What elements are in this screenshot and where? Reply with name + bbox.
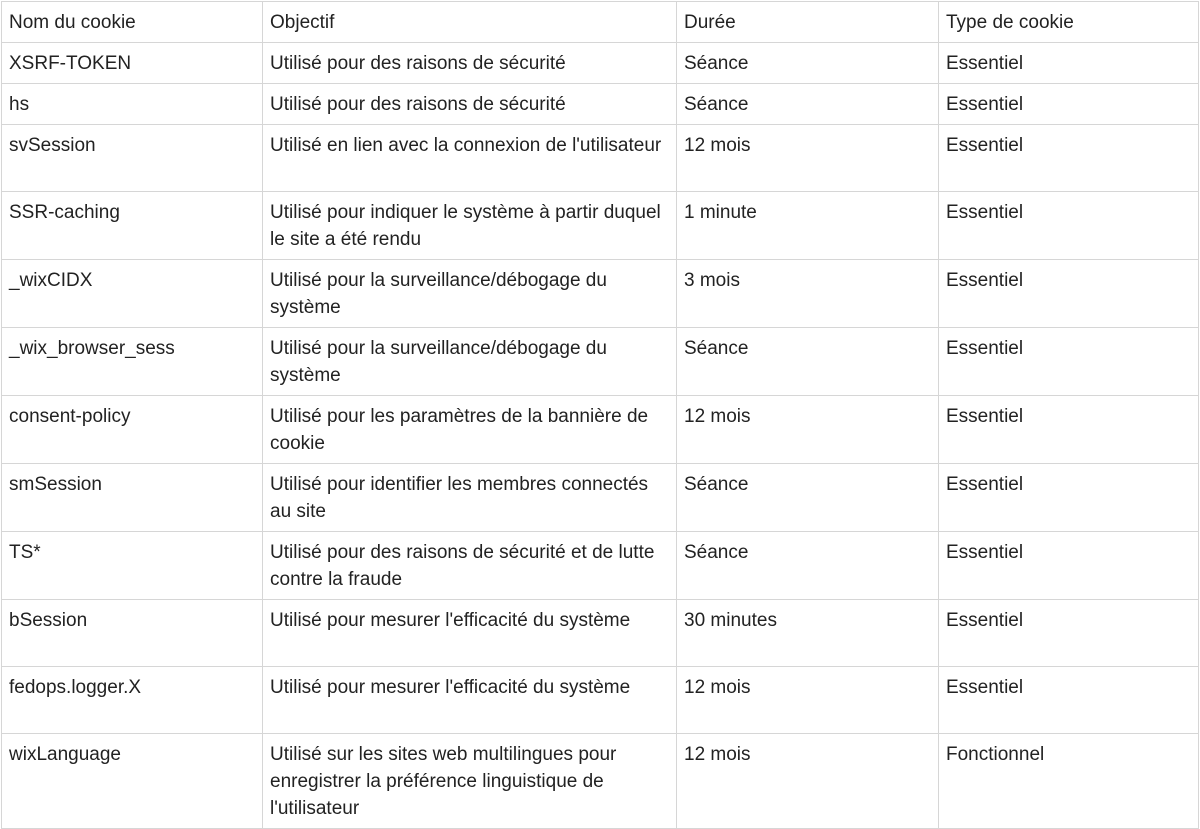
cookie-duration-cell: 30 minutes bbox=[677, 600, 939, 667]
cookie-name-cell: smSession bbox=[2, 464, 263, 532]
cookie-type-cell: Essentiel bbox=[939, 260, 1199, 328]
cookie-duration-cell: Séance bbox=[677, 43, 939, 84]
cookie-duration-cell: Séance bbox=[677, 84, 939, 125]
cookie-type-cell: Essentiel bbox=[939, 192, 1199, 260]
table-row bbox=[2, 667, 1199, 734]
table-row bbox=[2, 125, 1199, 192]
cookie-purpose-cell: Utilisé pour identifier les membres connectés au site bbox=[263, 464, 677, 532]
cookie-type-cell: Essentiel bbox=[939, 600, 1199, 667]
cookie-purpose-cell: Utilisé pour la surveillance/débogage du système bbox=[263, 328, 677, 396]
cookie-purpose-cell: Utilisé pour des raisons de sécurité bbox=[263, 43, 677, 84]
cookie-duration-cell: 3 mois bbox=[677, 260, 939, 328]
table-row bbox=[2, 328, 1199, 396]
cookie-type-cell: Essentiel bbox=[939, 328, 1199, 396]
cookie-type-cell: Essentiel bbox=[939, 532, 1199, 600]
cookie-purpose-cell: Utilisé pour des raisons de sécurité bbox=[263, 84, 677, 125]
table-row bbox=[2, 43, 1199, 84]
cookie-purpose-cell: Utilisé sur les sites web multilingues pour enregistrer la préférence linguistique de l'utilisateur bbox=[263, 734, 677, 829]
cookie-type-cell: Essentiel bbox=[939, 43, 1199, 84]
table-row bbox=[2, 532, 1199, 600]
cookie-duration-cell: 12 mois bbox=[677, 396, 939, 464]
cookie-purpose-cell: Utilisé pour la surveillance/débogage du système bbox=[263, 260, 677, 328]
table-row bbox=[2, 734, 1199, 829]
cookie-type-cell: Essentiel bbox=[939, 667, 1199, 734]
column-header-purpose: Objectif bbox=[263, 2, 677, 43]
table-header bbox=[2, 2, 1199, 43]
cookie-duration-cell: 12 mois bbox=[677, 734, 939, 829]
header-row bbox=[2, 2, 1199, 43]
cookie-table bbox=[1, 1, 1199, 829]
cookie-name-cell: bSession bbox=[2, 600, 263, 667]
cookie-name-cell: wixLanguage bbox=[2, 734, 263, 829]
cookie-purpose-cell: Utilisé pour mesurer l'efficacité du système bbox=[263, 600, 677, 667]
cookie-purpose-cell: Utilisé pour indiquer le système à partir duquel le site a été rendu bbox=[263, 192, 677, 260]
cookie-type-cell: Essentiel bbox=[939, 125, 1199, 192]
cookie-duration-cell: Séance bbox=[677, 532, 939, 600]
table-row bbox=[2, 192, 1199, 260]
table-row bbox=[2, 260, 1199, 328]
cookie-name-cell: fedops.logger.X bbox=[2, 667, 263, 734]
cookie-duration-cell: Séance bbox=[677, 464, 939, 532]
column-header-cookie-name: Nom du cookie bbox=[2, 2, 263, 43]
column-header-cookie-type: Type de cookie bbox=[939, 2, 1199, 43]
cookie-name-cell: TS* bbox=[2, 532, 263, 600]
cookie-name-cell: SSR-caching bbox=[2, 192, 263, 260]
cookie-duration-cell: Séance bbox=[677, 328, 939, 396]
table-row bbox=[2, 396, 1199, 464]
cookie-type-cell: Essentiel bbox=[939, 464, 1199, 532]
cookie-duration-cell: 12 mois bbox=[677, 125, 939, 192]
table-row bbox=[2, 84, 1199, 125]
cookie-name-cell: hs bbox=[2, 84, 263, 125]
cookie-duration-cell: 1 minute bbox=[677, 192, 939, 260]
cookie-name-cell: consent-policy bbox=[2, 396, 263, 464]
cookie-purpose-cell: Utilisé pour les paramètres de la bannière de cookie bbox=[263, 396, 677, 464]
table-row bbox=[2, 464, 1199, 532]
cookie-name-cell: svSession bbox=[2, 125, 263, 192]
cookie-name-cell: _wixCIDX bbox=[2, 260, 263, 328]
cookie-purpose-cell: Utilisé pour mesurer l'efficacité du système bbox=[263, 667, 677, 734]
cookie-purpose-cell: Utilisé pour des raisons de sécurité et de lutte contre la fraude bbox=[263, 532, 677, 600]
table-row bbox=[2, 600, 1199, 667]
cookie-purpose-cell: Utilisé en lien avec la connexion de l'utilisateur bbox=[263, 125, 677, 192]
cookie-name-cell: XSRF-TOKEN bbox=[2, 43, 263, 84]
column-header-duration: Durée bbox=[677, 2, 939, 43]
cookie-type-cell: Fonctionnel bbox=[939, 734, 1199, 829]
cookie-type-cell: Essentiel bbox=[939, 84, 1199, 125]
cookie-type-cell: Essentiel bbox=[939, 396, 1199, 464]
cookie-name-cell: _wix_browser_sess bbox=[2, 328, 263, 396]
cookie-duration-cell: 12 mois bbox=[677, 667, 939, 734]
table-body bbox=[2, 43, 1199, 829]
